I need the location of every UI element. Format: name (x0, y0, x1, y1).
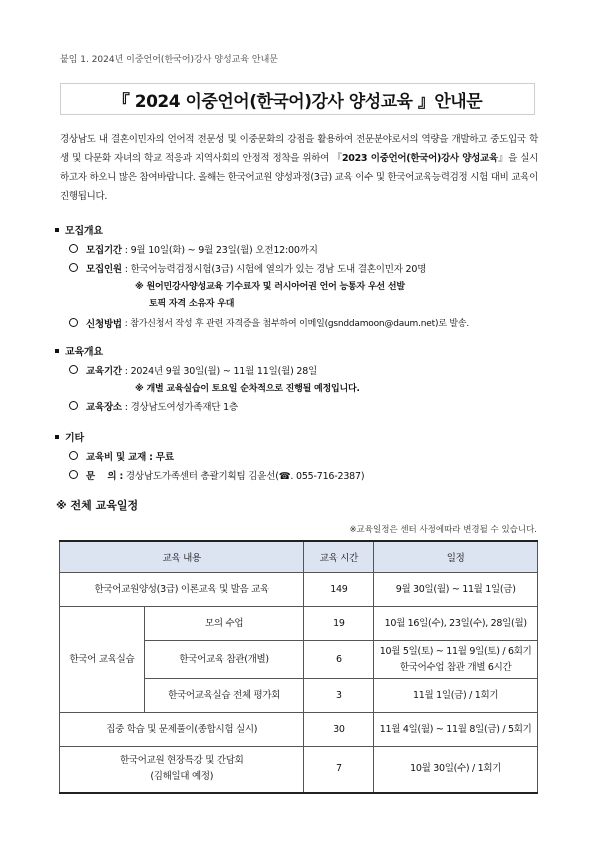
square-bullet-icon (55, 349, 59, 353)
table-cell: 한국어교원양성(3급) 이론교육 및 발음 교육 (60, 573, 304, 607)
table-cell-line: (김해일대 예정) (150, 771, 214, 783)
etc-heading: 기타 (65, 433, 84, 444)
table-cell: 7 (304, 747, 374, 793)
table-row (60, 747, 538, 793)
table-cell-line: 10월 5일(토) ~ 11월 9일(토) / 6회기 (379, 645, 532, 657)
recruit-heading: 모집개요 (65, 226, 103, 237)
circle-bullet-icon (69, 263, 78, 272)
education-place-value: : 경상남도여성가족재단 1층 (124, 401, 238, 413)
table-cell: 한국어교육실습 전체 평가회 (144, 679, 304, 713)
table-cell: 집중 학습 및 문제풀이(종합시험 실시) (60, 713, 304, 747)
recruit-apply-value: : 참가신청서 작성 후 관련 자격증을 첨부하여 이메일(gsnddamoon@daum.net)로 발송. (124, 319, 470, 329)
intro-text-1: 경상남도 내 결혼이민자의 언어적 전문성 및 이중문화의 강점을 활용하여 전문분야로서의 역량을 개발하고 중도입국 학생 및 다문화 자녀의 학교 적응과 지역사회의 안정적 정착을 위하여 『 (60, 134, 538, 164)
education-period-value: : 2024년 9월 30일(월) ~ 11월 11일(월) 28일 (124, 365, 318, 377)
education-place-label: 교육장소 (86, 401, 122, 413)
table-cell: 3 (304, 679, 374, 713)
square-bullet-icon (55, 435, 59, 439)
education-period-label: 교육기간 (86, 365, 122, 377)
intro-text-2: 』을 실시하고자 하오니 많은 참여바랍니다. 올해는 한국어교원 양성과정(3급) 교육 이수 및 한국어교육능력검정 시험 대비 교육이 진행됩니다. (60, 153, 538, 202)
square-bullet-icon (55, 228, 59, 232)
table-cell (60, 747, 304, 793)
schedule-note: ※교육일정은 센터 사정에따라 변경될 수 있습니다. (349, 525, 537, 535)
table-group-cell: 한국어 교육실습 (60, 607, 145, 713)
schedule-table (59, 540, 538, 794)
recruit-period-label: 모집기간 (86, 244, 122, 256)
circle-bullet-icon (69, 451, 78, 460)
document-title: 『 2024 이중언어(한국어)강사 양성교육 』안내문 (60, 83, 535, 115)
recruit-period-value: : 9월 10일(화) ~ 9월 23일(월) 오전12:00까지 (124, 244, 318, 256)
etc-contact-value: 경상남도가족센터 총괄기획팀 김윤선(☎. 055-716-2387) (125, 470, 365, 482)
table-cell-line: 한국어수업 참관 개별 6시간 (399, 661, 512, 673)
table-row (60, 607, 538, 641)
recruit-section (55, 222, 469, 332)
table-cell: 30 (304, 713, 374, 747)
table-header-row (60, 541, 538, 573)
recruit-apply-label: 신청방법 (86, 318, 122, 330)
table-row (60, 713, 538, 747)
table-cell: 149 (304, 573, 374, 607)
education-note: ※ 개별 교육실습이 토요일 순차적으로 진행될 예정입니다. (135, 384, 360, 394)
table-cell: 19 (304, 607, 374, 641)
table-cell: 9월 30일(월) ~ 11월 1일(금) (374, 573, 538, 607)
table-cell: 10월 30일(수) / 1회기 (374, 747, 538, 793)
circle-bullet-icon (69, 470, 78, 479)
education-heading: 교육개요 (65, 347, 103, 358)
table-cell: 6 (304, 641, 374, 679)
table-cell: 10월 16일(수), 23일(수), 28일(월) (374, 607, 538, 641)
table-cell (374, 641, 538, 679)
schedule-title: ※ 전체 교육일정 (56, 499, 139, 512)
circle-bullet-icon (69, 318, 78, 327)
circle-bullet-icon (69, 365, 78, 374)
etc-contact-label: 문 의 : (86, 470, 124, 482)
table-header-cell: 교육 내용 (60, 541, 304, 573)
recruit-people-value: : 한국어능력검정시험(3급) 시험에 열의가 있는 경남 도내 결혼이민자 20명 (124, 263, 427, 275)
table-cell: 한국어교육 참관(개별) (144, 641, 304, 679)
table-cell: 모의 수업 (144, 607, 304, 641)
etc-fee-label: 교육비 및 교재 : 무료 (86, 451, 174, 463)
table-header-cell: 일정 (374, 541, 538, 573)
circle-bullet-icon (69, 244, 78, 253)
table-header-cell: 교육 시간 (304, 541, 374, 573)
recruit-note-2: 토픽 자격 소유자 우대 (149, 299, 235, 309)
intro-paragraph (60, 130, 538, 206)
intro-text-bold: 2023 이중언어(한국어)강사 양성교육 (342, 153, 498, 164)
table-cell: 11월 1일(금) / 1회기 (374, 679, 538, 713)
recruit-note-1: ※ 원어민강사양성교육 기수료자 및 러시아어권 언어 능통자 우선 선발 (135, 282, 405, 292)
table-cell-line: 한국어교원 현장특강 및 간담회 (119, 755, 244, 767)
table-row (60, 573, 538, 607)
table-cell: 11월 4일(월) ~ 11월 8일(금) / 5회기 (374, 713, 538, 747)
recruit-people-label: 모집인원 (86, 263, 122, 275)
attachment-label: 붙임 1. 2024년 이중언어(한국어)강사 양성교육 안내문 (60, 55, 279, 65)
education-section (55, 343, 360, 415)
circle-bullet-icon (69, 401, 78, 410)
etc-section (55, 429, 364, 484)
